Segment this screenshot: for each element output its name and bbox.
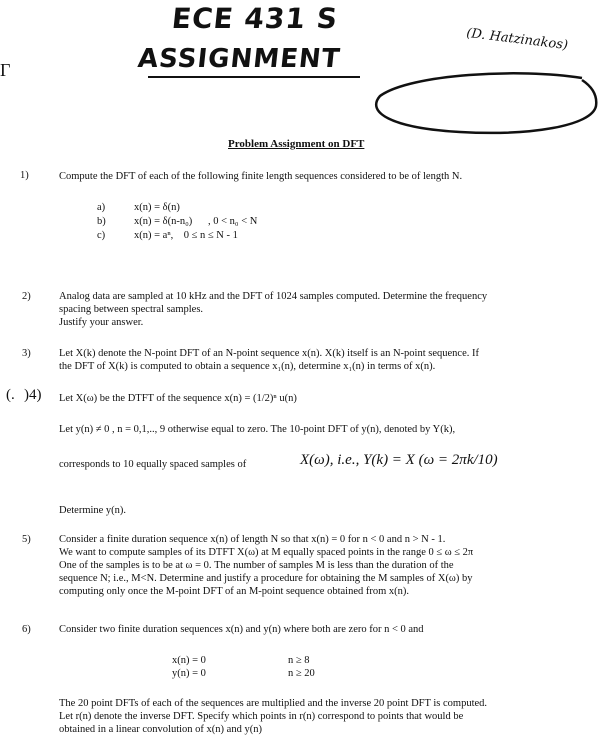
problem-2-line-2: spacing between spectral samples. [59,304,204,315]
problem-6-number: 6) [22,624,31,635]
margin-bracket-mark: (. [6,387,15,403]
problem-4-line-2: Let y(n) ≠ 0 , n = 0,1,.., 9 otherwise equal to zero. The 10-point DFT of y(n), denoted by Y(k), [59,424,456,435]
problem-2-line-1: Analog data are sampled at 10 kHz and the DFT of 1024 samples computed. Determine the frequency [59,291,488,302]
problem-3-line-2: the DFT of X(k) is computed to obtain a sequence x₁(n), determine x₁(n) in terms of x(n). [59,361,436,372]
item-a-label: a) [97,202,106,213]
assignment-heading: ASSIGNMENT [136,44,342,74]
problem-1-number: 1) [20,170,29,181]
item-c-text: x(n) = aⁿ, 0 ≤ n ≤ N - 1 [134,230,238,241]
problem-5-line-5: computing only once the M-point DFT of an M-point sequence obtained from x(n). [59,586,410,597]
problem-2-line-3: Justify your answer. [59,317,144,328]
problem-5-line-2: We want to compute samples of its DTFT X(ω) at M equally spaced points in the range 0 ≤ ω ≤ 2π [59,547,474,558]
problem-5-line-3: One of the samples is to be at ω = 0. The number of samples M is less than the duration of the [59,560,454,571]
problem-6-line-4: obtained in a linear convolution of x(n) and y(n) [59,724,262,735]
dtft-sampling-formula: X(ω), i.e., Y(k) = X (ω = 2πk/10) [300,452,498,468]
problem-5-line-4: sequence N; i.e., M<N. Determine and justify a procedure for obtaining the M samples of X(ω) by [59,573,473,584]
problem-6-line-3: Let r(n) denote the inverse DFT. Specify which points in r(n) correspond to points that would be [59,711,464,722]
heading-underline [148,76,360,78]
item-b-label: b) [97,216,106,227]
problem-4-line-4: Determine y(n). [59,505,127,516]
condition-y-range: n ≥ 20 [288,668,315,679]
problem-1-text: Compute the DFT of each of the following finite length sequences considered to be of length N. [59,171,463,182]
problem-4-number: )4) [24,387,42,403]
problem-4-line-1: Let X(ω) be the DTFT of the sequence x(n) = (1/2)ⁿ u(n) [59,393,297,404]
condition-x-range: n ≥ 8 [288,655,310,666]
margin-hook-mark: Γ [0,60,11,80]
condition-x-eq: x(n) = 0 [172,655,206,666]
problem-3-line-1: Let X(k) denote the N-point DFT of an N-point sequence x(n). X(k) itself is an N-point sequence. If [59,348,479,359]
item-a-text: x(n) = δ(n) [134,202,180,213]
condition-y-eq: y(n) = 0 [172,668,206,679]
item-c-label: c) [97,230,106,241]
problem-5-line-1: Consider a finite duration sequence x(n) of length N so that x(n) = 0 for n < 0 and n > N - 1. [59,534,446,545]
course-code: ECE 431 S [170,2,340,35]
page-title: Problem Assignment on DFT [228,138,365,150]
hand-drawn-circle [370,70,602,140]
problem-3-number: 3) [22,348,31,359]
problem-5-number: 5) [22,534,31,545]
item-b-text: x(n) = δ(n-n₀) , 0 < n₀ < N [134,216,258,227]
author-note: (D. Hatzinakos) [465,25,569,54]
problem-2-number: 2) [22,291,31,302]
problem-6-line-2: The 20 point DFTs of each of the sequences are multiplied and the inverse 20 point DFT is computed. [59,698,488,709]
problem-4-line-3: corresponds to 10 equally spaced samples of [59,459,247,470]
problem-6-line-1: Consider two finite duration sequences x(n) and y(n) where both are zero for n < 0 and [59,624,424,635]
